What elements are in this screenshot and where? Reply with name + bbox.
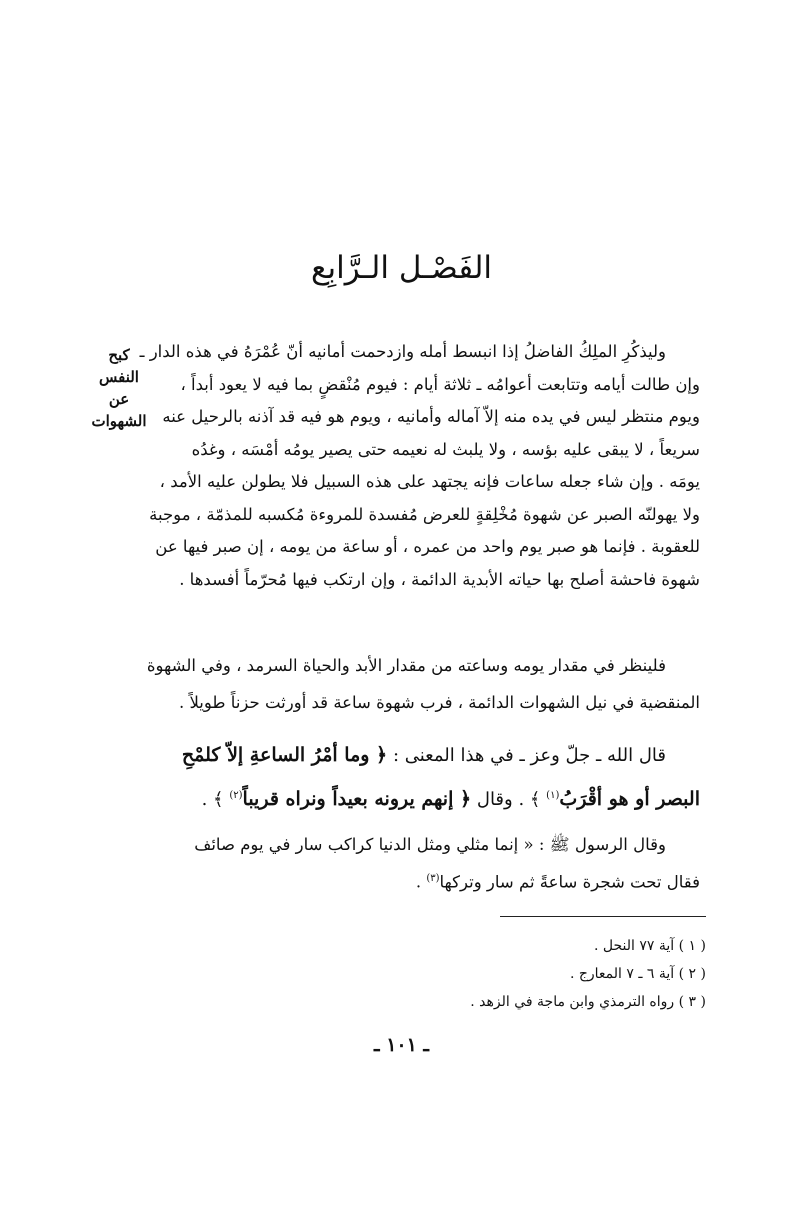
text-line: فلينظر في مقدار يومه وساعته من مقدار الأبد والحياة السرمد ، وفي الشهوة: [146, 656, 666, 675]
margin-note-line: كبح: [108, 346, 130, 364]
margin-note-line: عن: [108, 390, 130, 408]
text-line: ويوم منتظر ليس في يده منه إلاّ آماله وأمانيه ، ويوم هو فيه قد آذنه بالرحيل عنه: [162, 407, 700, 426]
hadith-text: فقال تحت شجرة ساعةً ثم سار وتركها: [439, 872, 700, 892]
hadith-text: « إنما مثلي ومثل الدنيا كراكب سار في يوم صائف: [194, 835, 534, 854]
paragraph-3-quran: [88, 735, 700, 820]
text-line: ولا يهولنّه الصبر عن شهوة مُخْلِقةٍ للعرض مُفسدة للمروءة مُكسبه للمذمّة ، موجبة: [149, 504, 700, 524]
footnote-ref-2[interactable]: (٢): [229, 790, 243, 801]
quote-close: ﴾ .: [201, 789, 224, 810]
footnote-separator: [500, 916, 706, 917]
quote-close: ﴾ . وقال: [476, 789, 541, 810]
text-line: [88, 735, 700, 776]
text-line: وإن طالت أيامه وتتابعت أعوامُه ـ ثلاثة أيام : فيوم مُنْقضٍ بما فيه لا يعود أبداً ،: [180, 374, 700, 394]
text-line: شهوة فاحشة أصلح بها حياته الأبدية الدائمة ، وإن ارتكب فيها مُحرّماً أفسدها .: [179, 569, 700, 589]
text-line: المنقضية في نيل الشهوات الدائمة ، فرب شهوة ساعة قد أورثت حزناً طويلاً .: [178, 693, 700, 712]
hadith-intro: وقال الرسول ﷺ :: [538, 835, 666, 854]
hadith-end: .: [415, 872, 427, 892]
margin-note-line: النفس: [99, 368, 139, 386]
footnote-ref-1[interactable]: (١): [546, 790, 560, 801]
quran-verse: ﴿ وما أمْرُ الساعةِ إلاّ كلمْحِ: [181, 744, 388, 766]
text-line: [88, 862, 700, 900]
text-line: سريعاً ، لا يبقى عليه بؤسه ، ولا يلبث له نعيمه حتى يصير يومُه أمْسَه ، وغدُه: [191, 439, 700, 459]
footnote-3: ( ٣ ) رواه الترمذي وابن ماجة في الزهد .: [470, 994, 706, 1010]
text-line: [88, 776, 700, 820]
text-line: وليذكُرِ الملِكُ الفاضلُ إذا انبسط أمله وازدحمت أمانيه أنّ عُمْرَهُ في هذه الدار ـ: [139, 342, 666, 361]
margin-note-line: الشهوات: [91, 412, 147, 430]
text-line: للعقوبة . فإنما هو صبر يوم واحد من عمره ، أو ساعة من يومه ، إن صبر فيها عن: [155, 537, 700, 556]
quran-verse: البصر أو هو أقْرَبُ: [559, 788, 700, 810]
text-line: يومَه . وإن شاء جعله ساعات فإنه يجتهد على هذه السبيل فلا يطولن عليه الأمد ،: [159, 472, 700, 491]
quote-intro: قال الله ـ جلّ وعز ـ في هذا المعنى :: [392, 745, 666, 766]
page-number: ـ ١٠١ ـ: [374, 1034, 429, 1056]
quran-verse: ﴿ إنهم يرونه بعيداً ونراه قريباً: [242, 788, 472, 810]
footnote-ref-3[interactable]: (٣): [426, 873, 440, 884]
footnotes: [300, 932, 706, 1016]
text-line: [88, 828, 700, 862]
footnote-1: ( ١ ) آية ٧٧ النحل .: [594, 938, 706, 954]
paragraph-1: [88, 336, 700, 596]
footnote-2: ( ٢ ) آية ٦ ـ ٧ المعارج .: [569, 966, 706, 982]
paragraph-4-hadith: [88, 828, 700, 900]
paragraph-2: [88, 647, 700, 721]
chapter-title: الفَصْـل الـرَّابِع: [310, 250, 493, 286]
